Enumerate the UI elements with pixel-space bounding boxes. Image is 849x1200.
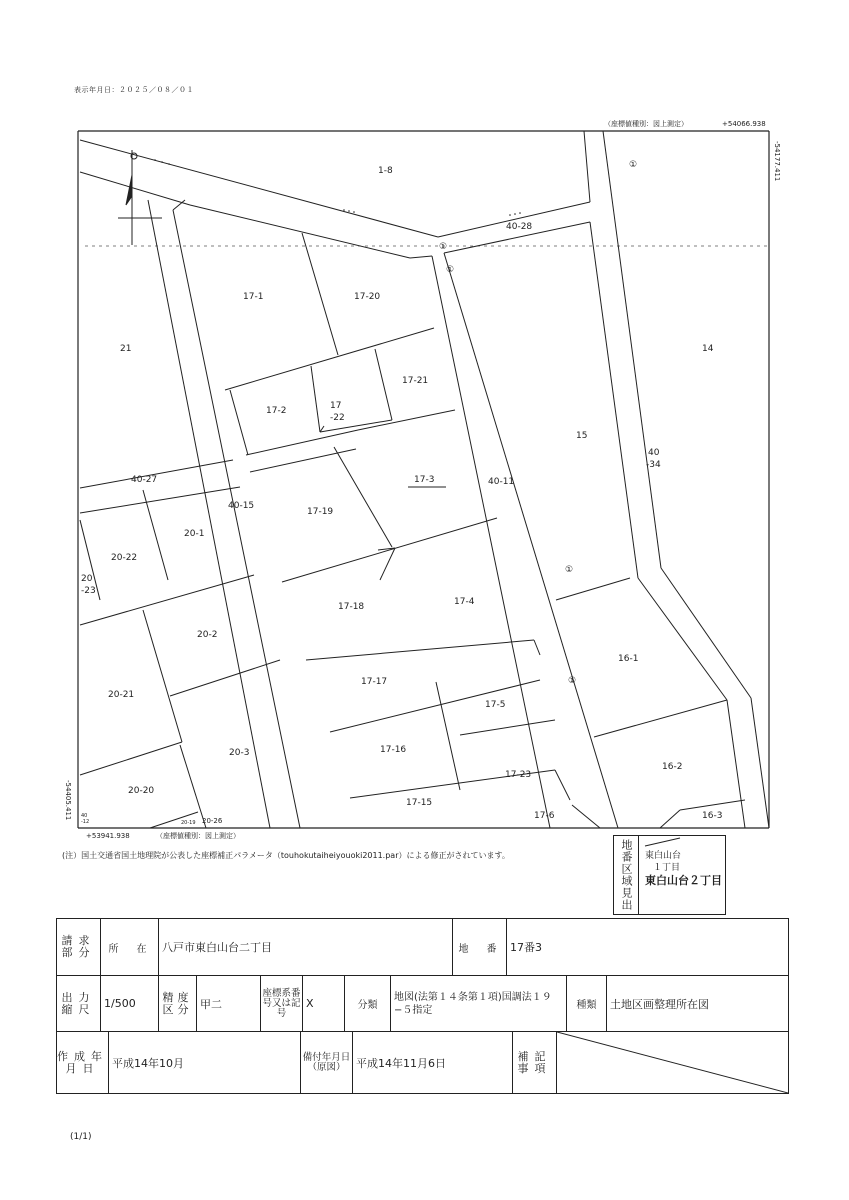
area-pointer (640, 836, 725, 848)
parcel-label: 17 (330, 401, 342, 411)
parcel-label: -23 (81, 586, 96, 596)
parcel-label: 40-11 (488, 477, 515, 487)
mark-3: ① (629, 160, 638, 170)
area-heading-box (613, 835, 726, 915)
coord-right-vertical: -54177.411 (773, 141, 781, 182)
parcel-label: 17-15 (406, 798, 433, 808)
parcel-label: 17-5 (485, 700, 506, 710)
parcel-label: 17-18 (338, 602, 365, 612)
parcel-label: 20-3 (229, 748, 250, 758)
coord-type-bottom: （座標値種別：図上測定） (156, 832, 240, 840)
coord-left-vertical: -54405.411 (64, 780, 72, 821)
requester-label: 請求部分 (57, 919, 101, 976)
parcel-label: -22 (330, 413, 345, 423)
page-number: (1/1) (70, 1132, 92, 1142)
parcel-label: 20-1 (184, 529, 205, 539)
parcel-label: 17-3 (414, 475, 435, 485)
area-line-3: 東白山台２丁目 (645, 874, 722, 887)
parcel-label: -12 (81, 819, 90, 825)
parcel-label: 17-23 (505, 770, 532, 780)
display-date: 表示年月日：２０２５／０８／０１ (74, 86, 194, 94)
correction-note: (注）国土交通省国土地理院が公表した座標補正パラメータ（touhokutaiheiyouoki2011.par）による修正がされています。 (62, 851, 510, 860)
parcel-label: 20-2 (197, 630, 218, 640)
parcel-label: 40-28 (506, 222, 533, 232)
type-label: 種類 (567, 976, 607, 1032)
lot-value: 17番3 (507, 919, 788, 976)
received-label: 備付年月日（原図） (301, 1032, 353, 1093)
created-value: 平成14年10月 (109, 1032, 301, 1093)
accuracy-value: 甲二 (197, 976, 261, 1032)
scale-value: 1/500 (101, 976, 159, 1032)
location-label: 所 在 (101, 919, 159, 976)
parcel-label: 21 (120, 344, 132, 354)
parcel-label: 40 (81, 813, 88, 819)
parcel-label: 17-2 (266, 406, 287, 416)
parcel-label: 20-21 (108, 690, 135, 700)
parcel-label: 17-1 (243, 292, 264, 302)
created-label: 作成年月日 (57, 1032, 109, 1093)
area-line-1: 東白山台 (645, 851, 682, 861)
classification-value: 地図(法第１４条第１項)国調法１９−５指定 (391, 976, 567, 1032)
area-line-2: １丁目 (653, 863, 681, 873)
coord-bottom-left: +53941.938 (86, 832, 130, 840)
boundary-marks (439, 160, 637, 686)
parcel-label: 20-22 (111, 553, 138, 563)
parcel-label: 20 (81, 574, 93, 584)
accuracy-label: 精度区分 (159, 976, 197, 1032)
parcel-label: 17-17 (361, 677, 388, 687)
parcel-label: 20-20 (128, 786, 155, 796)
parcel-label: 17-19 (307, 507, 334, 517)
parcel-label: 17-4 (454, 597, 475, 607)
parcel-label: 16-1 (618, 654, 639, 664)
parcel-label: 1-8 (378, 166, 393, 176)
parcel-label: -34 (646, 460, 661, 470)
parcel-label: 17-20 (354, 292, 381, 302)
coord-system-label: 座標系番号又は記号 (261, 976, 303, 1032)
parcel-label: 15 (576, 431, 588, 441)
info-table (56, 918, 789, 1094)
area-heading-title: 地番区域見出 (614, 836, 639, 914)
north-arrow-icon (118, 150, 162, 245)
parcel-label: 17-16 (380, 745, 407, 755)
dot-marks (154, 159, 521, 216)
location-value: 八戸市東白山台二丁目 (159, 919, 453, 976)
received-value: 平成14年11月6日 (353, 1032, 513, 1093)
coord-system-value: X (303, 976, 345, 1032)
mark-1: ① (439, 242, 448, 252)
parcel-label: 17-6 (534, 811, 555, 821)
parcel-label: 17-21 (402, 376, 429, 386)
coord-type-top: （座標値種別：図上測定） (604, 120, 688, 128)
coord-top-right: +54066.938 (722, 120, 766, 128)
parcel-label: 16-3 (702, 811, 723, 821)
parcel-label: 40 (648, 448, 660, 458)
mark-5: ① (568, 676, 577, 686)
remarks-diagonal (557, 1032, 788, 1093)
parcel-label: 40-27 (131, 475, 158, 485)
scale-label: 出力縮尺 (57, 976, 101, 1032)
type-value: 土地区画整理所在図 (607, 976, 788, 1032)
parcel-label: 14 (702, 344, 714, 354)
parcel-label: 16-2 (662, 762, 683, 772)
mark-4: ① (565, 565, 574, 575)
classification-label: 分類 (345, 976, 391, 1032)
remarks-label: 補記事項 (513, 1032, 557, 1093)
lot-label: 地 番 (453, 919, 507, 976)
parcel-label: 20-19 (181, 820, 196, 826)
remarks-value (557, 1032, 788, 1093)
mark-2: ① (446, 265, 455, 275)
parcel-label: 20-26 (202, 817, 223, 825)
parcel-label: 40-15 (228, 501, 255, 511)
